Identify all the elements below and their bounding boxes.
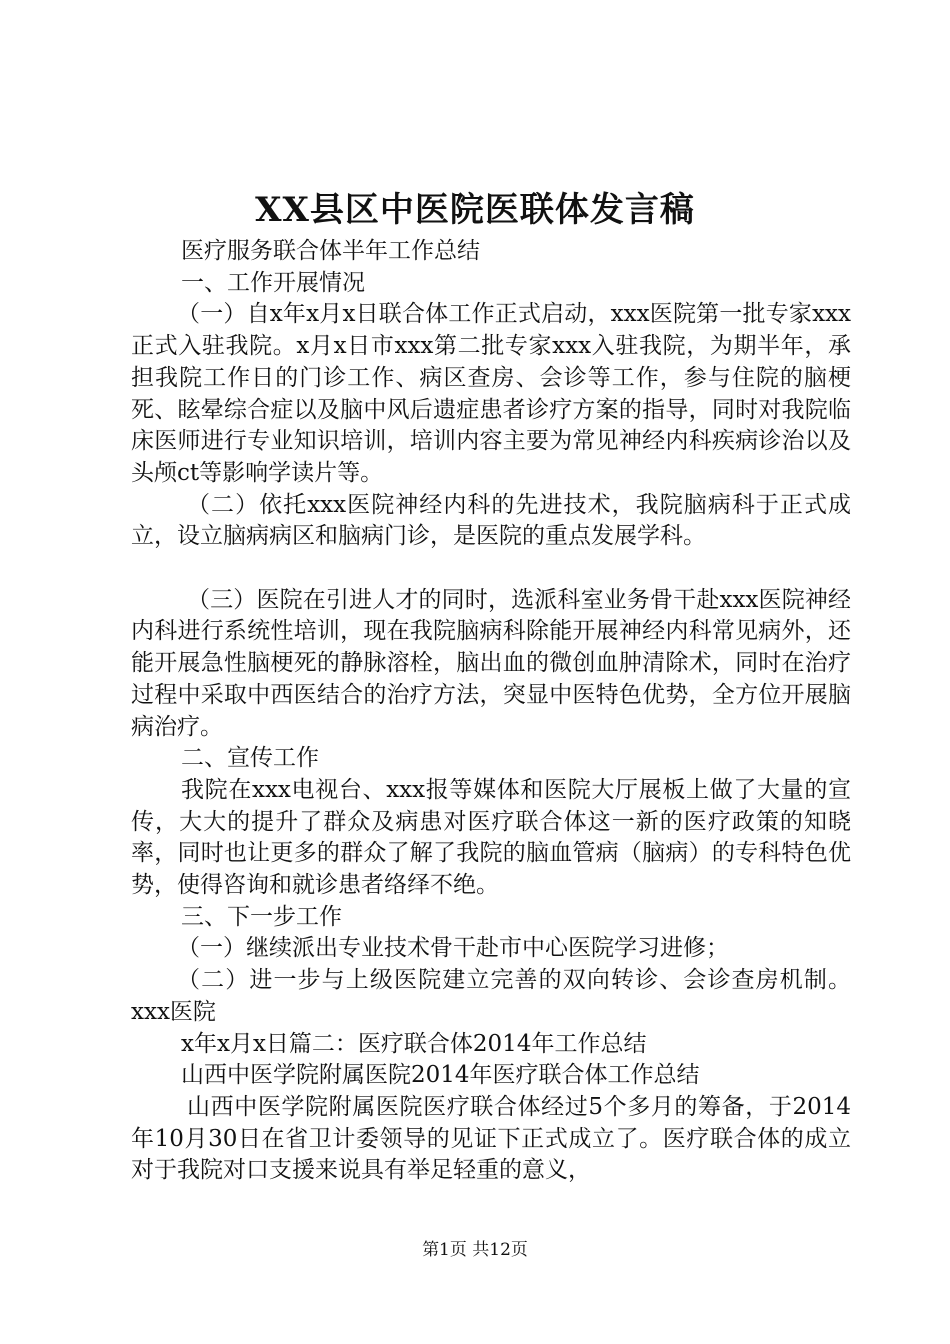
document-title: XX县区中医院医联体发言稿 bbox=[255, 190, 695, 230]
paragraph-part2-body: 山西中医学院附属医院医疗联合体经过5个多月的筹备，于2014年10月30日在省卫计委领导的见证下正式成立了。医疗联合体的成立对于我院对口支援来说具有举足轻重的意义， bbox=[131, 1093, 851, 1184]
paragraph-next-1: （一）继续派出专业技术骨干赴市中心医院学习进修； bbox=[177, 935, 729, 962]
paragraph-item-1: （一）自x年x月x日联合体工作正式启动，xxx医院第一批专家xxx正式入驻我院。x月x日市xxx第二批专家xxx入驻我院，为期半年，承担我院工作日的门诊工作、病区查房、会诊等工作，参与住院的脑梗死、眩晕综合症以及脑中风后遗症患者诊疗方案的指导，同时对我院临床医师进行专业知识培训，培训内容主要为常见神经内科疾病诊治以及头颅ct等影响学读片等。 bbox=[131, 301, 851, 486]
paragraph-subtitle: 医疗服务联合体半年工作总结 bbox=[181, 238, 480, 264]
document-body bbox=[131, 236, 851, 1187]
paragraph-date-part2: x年x月x日篇二：医疗联合体2014年工作总结 bbox=[181, 1030, 647, 1057]
section-heading-2: 二、宣传工作 bbox=[181, 745, 319, 772]
paragraph-item-3: （三）医院在引进人才的同时，选派科室业务骨干赴xxx医院神经内科进行系统性培训，现在我院脑病科除能开展神经内科常见病外，还能开展急性脑梗死的静脉溶栓，脑出血的微创血肿清除术，同时在治疗过程中采取中西医结合的治疗方法，突显中医特色优势，全方位开展脑病治疗。 bbox=[131, 586, 851, 740]
page-number-footer: 第1页 共12页 bbox=[422, 1240, 528, 1260]
paragraph-item-2: （二）依托xxx医院神经内科的先进技术，我院脑病科于正式成立，设立脑病病区和脑病门诊，是医院的重点发展学科。 bbox=[131, 491, 851, 550]
section-heading-1: 一、工作开展情况 bbox=[181, 269, 365, 296]
paragraph-publicity: 我院在xxx电视台、xxx报等媒体和医院大厅展板上做了大量的宣传，大大的提升了群众及病患对医疗联合体这一新的医疗政策的知晓率，同时也让更多的群众了解了我院的脑血管病（脑病）的专科特色优势，使得咨询和就诊患者络绎不绝。 bbox=[131, 776, 851, 899]
paragraph-part2-title: 山西中医学院附属医院2014年医疗联合体工作总结 bbox=[181, 1062, 700, 1089]
blank-line bbox=[131, 553, 851, 585]
paragraph-next-2: （二）进一步与上级医院建立完善的双向转诊、会诊查房机制。xxx医院 bbox=[131, 967, 851, 1025]
section-heading-3: 三、下一步工作 bbox=[181, 903, 342, 930]
